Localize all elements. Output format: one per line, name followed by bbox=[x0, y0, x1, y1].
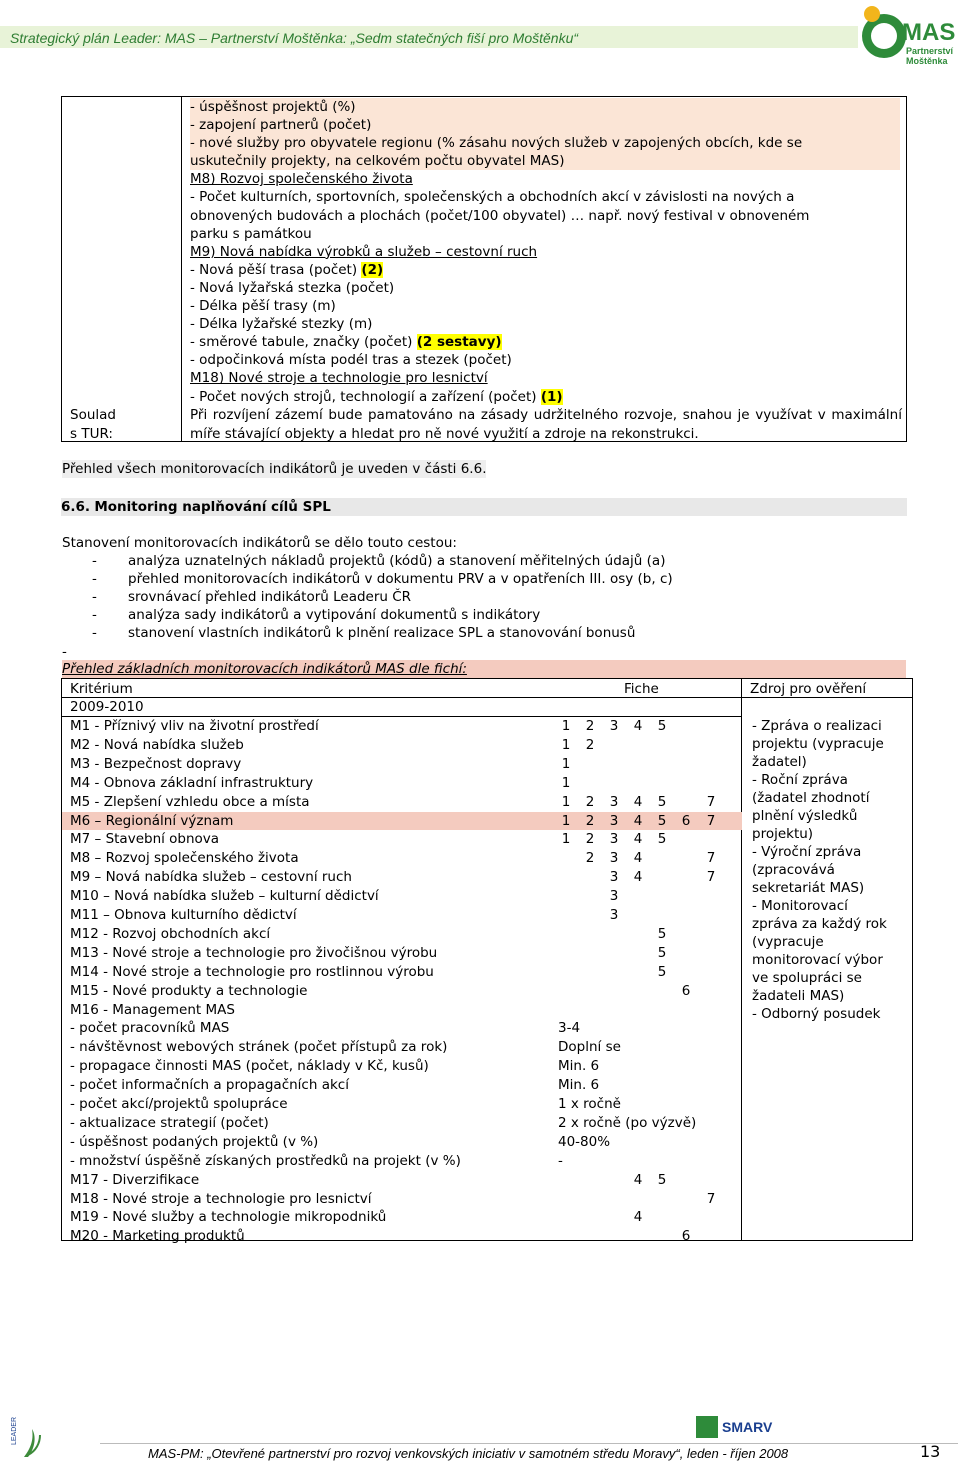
fiche-row-name: M2 - Nová nabídka služeb bbox=[70, 736, 244, 753]
fiche-table-row bbox=[62, 963, 742, 982]
bullet-item bbox=[92, 624, 635, 642]
fiche-table-title bbox=[62, 660, 906, 679]
logo-sub1: Partnerství bbox=[906, 46, 954, 56]
fiche-number: 4 bbox=[633, 718, 643, 734]
fiche-number: 7 bbox=[706, 1190, 716, 1207]
fiche-table-row bbox=[62, 1038, 742, 1057]
fiche-number: 5 bbox=[657, 925, 667, 942]
bullet-item bbox=[92, 570, 673, 588]
fiche-target-value: 2 x ročně (po výzvě) bbox=[558, 1114, 697, 1131]
fiche-number: 4 bbox=[633, 850, 643, 867]
fiche-number: 1 bbox=[561, 793, 571, 810]
col-fiche: Fiche bbox=[624, 681, 659, 697]
indicator-line: - nové služby pro obyvatele regionu (% zásahu nových služeb v zapojených obcích, kde se bbox=[190, 134, 900, 152]
fiche-row-name: M16 - Management MAS bbox=[70, 1001, 235, 1018]
fiche-row-name: M1 - Příznivý vliv na životní prostředí bbox=[70, 718, 319, 734]
indicator-line bbox=[190, 261, 900, 279]
fiche-number: 4 bbox=[633, 793, 643, 810]
source-line: - Odborný posudek bbox=[752, 1006, 881, 1022]
fiche-table-row bbox=[62, 1190, 742, 1209]
indicator-line-text: - Počet nových strojů, technologií a zařízení (počet) bbox=[190, 388, 541, 405]
fiche-number: 4 bbox=[633, 831, 643, 848]
fiche-number: 6 bbox=[681, 1228, 691, 1245]
tur-closing-text: Při rozvíjení zázemí bude pamatováno na zásady udržitelného rozvoje, snahou je využívat v maximální míře stávající objekty a hledat pro ně nové využití a zdroje na rekonstrukci. bbox=[190, 407, 902, 442]
soulad-label bbox=[70, 406, 116, 444]
fiche-number: 1 bbox=[561, 774, 571, 791]
fiche-number: 5 bbox=[657, 793, 667, 810]
fiche-number: 5 bbox=[657, 812, 667, 829]
indicator-line bbox=[190, 388, 900, 406]
fiche-table-row bbox=[62, 1208, 742, 1227]
indicator-line: - Délka lyžařské stezky (m) bbox=[190, 316, 373, 333]
logo-sub2: Moštěnka bbox=[906, 56, 948, 66]
indicator-line: - Počet kulturních, sportovních, společenských a obchodních akcí v závislosti na nových a bbox=[190, 189, 795, 206]
fiche-table-row bbox=[62, 1001, 742, 1020]
fiche-table-row bbox=[62, 793, 742, 812]
bullet-item bbox=[92, 588, 411, 606]
fiche-number: 6 bbox=[681, 982, 691, 999]
fiche-table-row bbox=[62, 1019, 742, 1038]
fiche-table-row bbox=[62, 1171, 742, 1190]
source-line: - Monitorovací bbox=[752, 898, 848, 914]
fiche-table-row bbox=[62, 1057, 742, 1076]
fiche-number: 3 bbox=[609, 888, 619, 905]
fiche-number: 2 bbox=[585, 718, 595, 734]
fiche-number: 4 bbox=[633, 869, 643, 886]
fiche-target-value: Min. 6 bbox=[558, 1077, 600, 1094]
fiche-number: 4 bbox=[633, 812, 643, 829]
fiche-number: 4 bbox=[633, 1209, 643, 1226]
fiche-row-name: M14 - Nové stroje a technologie pro rostlinnou výrobu bbox=[70, 963, 434, 980]
fiche-target-value: Min. 6 bbox=[558, 1058, 600, 1075]
source-line: projektu (vypracuje bbox=[752, 736, 884, 752]
fiche-table-row bbox=[62, 925, 742, 944]
fiche-number: 7 bbox=[706, 869, 716, 886]
fiche-number: 1 bbox=[561, 736, 571, 753]
fiche-table-row bbox=[62, 755, 742, 774]
fiche-number: 1 bbox=[561, 831, 571, 848]
indicator-highlight: (1) bbox=[540, 388, 563, 405]
fiche-row-name: M3 - Bezpečnost dopravy bbox=[70, 755, 242, 772]
tur-table-divider bbox=[181, 96, 182, 442]
fiche-number: 1 bbox=[561, 718, 571, 734]
leader-text: LEADER bbox=[11, 1416, 18, 1445]
fiche-number: 3 bbox=[609, 718, 619, 734]
source-line: žadatel) bbox=[752, 754, 807, 770]
fiche-row-name: M8 – Rozvoj společenského života bbox=[70, 850, 299, 867]
fiche-number: 3 bbox=[609, 907, 619, 923]
indicator-line: - úspěšnost projektů (%) bbox=[190, 98, 900, 116]
fiche-number: 5 bbox=[657, 718, 667, 734]
section-number: 6.6. bbox=[61, 499, 91, 515]
fiche-row-name: M17 - Diverzifikace bbox=[70, 1171, 200, 1188]
fiche-number: 7 bbox=[706, 850, 716, 867]
fiche-row-name: - aktualizace strategií (počet) bbox=[70, 1114, 269, 1131]
fiche-table-row bbox=[62, 774, 742, 793]
fiche-number: 2 bbox=[585, 831, 595, 848]
fiche-row-name: M10 – Nová nabídka služeb – kulturní dědictví bbox=[70, 888, 379, 905]
source-line: projektu) bbox=[752, 826, 814, 842]
stray-dash: - bbox=[62, 644, 67, 660]
fiche-row-name: - počet akcí/projektů spolupráce bbox=[70, 1096, 288, 1112]
bullet-text: analýza uznatelných nákladů projektů (kódů) a stanovení měřitelných údajů (a) bbox=[128, 553, 666, 569]
indicator-line: - Nová lyžařská stezka (počet) bbox=[190, 279, 395, 296]
indicator-line-text: - směrové tabule, značky (počet) bbox=[190, 334, 417, 351]
bullet-text: přehled monitorovacích indikátorů v dokumentu PRV a v opatřeních III. osy (b, c) bbox=[128, 571, 673, 587]
indicator-line-text: - Nová pěší trasa (počet) bbox=[190, 261, 362, 278]
fiche-table-row bbox=[62, 982, 742, 1001]
bullet-dash: - bbox=[92, 625, 97, 641]
fiche-number: 7 bbox=[706, 793, 716, 810]
source-line: - Roční zpráva bbox=[752, 772, 848, 788]
fiche-row-name: - počet informačních a propagačních akcí bbox=[70, 1077, 349, 1094]
fiche-table-row bbox=[62, 887, 742, 906]
fiche-number: 2 bbox=[585, 812, 595, 829]
col-source: Zdroj pro ověření bbox=[750, 681, 867, 697]
source-line: zpráva za každý rok bbox=[752, 916, 887, 932]
fiche-table-row bbox=[62, 1152, 742, 1171]
fiche-row-name: - úspěšnost podaných projektů (v %) bbox=[70, 1133, 319, 1150]
document-header-title: Strategický plán Leader: MAS – Partnerství Moštěnka: „Sedm statečných fiší pro Moštěnku“ bbox=[10, 30, 579, 46]
indicator-line: obnovených budovách a plochách (počet/100 obyvatel) … např. nový festival v obnoveném bbox=[190, 207, 810, 224]
fiche-row-name: M7 – Stavební obnova bbox=[70, 831, 220, 848]
soulad-label-line2: s TUR: bbox=[70, 426, 113, 442]
fiche-row-name: M9 – Nová nabídka služeb – cestovní ruch bbox=[70, 869, 352, 886]
fiche-row-name: - množství úspěšně získaných prostředků na projekt (v %) bbox=[70, 1152, 461, 1169]
fiche-table-row bbox=[62, 736, 742, 755]
footer-text: MAS-PM: „Otevřené partnerství pro rozvoj venkovských iniciativ v samotném středu Moravy“, leden - říjen 2008 bbox=[148, 1446, 789, 1461]
indicator-line: uskutečnily projekty, na celkovém počtu obyvatel MAS) bbox=[190, 152, 900, 170]
mas-logo bbox=[856, 0, 960, 78]
fiche-row-name: - počet pracovníků MAS bbox=[70, 1020, 230, 1037]
page-number: 13 bbox=[920, 1442, 941, 1461]
source-line: (vypracuje bbox=[752, 934, 824, 950]
fiche-table-row bbox=[62, 868, 742, 887]
footer-line bbox=[100, 1443, 958, 1444]
source-line: (žadatel zhodnotí bbox=[752, 790, 870, 806]
fiche-row-name: M15 - Nové produkty a technologie bbox=[70, 982, 308, 999]
fiche-number: 5 bbox=[657, 963, 667, 980]
source-line: - Zpráva o realizaci bbox=[752, 718, 882, 734]
fiche-target-value: 40-80% bbox=[558, 1133, 611, 1150]
indicator-highlight: (2) bbox=[361, 261, 384, 278]
fiche-row-name: - návštěvnost webových stránek (počet přístupů za rok) bbox=[70, 1039, 448, 1056]
fiche-number: 2 bbox=[585, 850, 595, 867]
smarv-text: SMARV bbox=[722, 1419, 773, 1435]
overview-text: Přehled všech monitorovacích indikátorů je uveden v části 6.6. bbox=[62, 461, 487, 477]
soulad-label-line1: Soulad bbox=[70, 407, 116, 423]
source-line: plnění výsledků bbox=[752, 808, 858, 824]
fiche-row-name: M13 - Nové stroje a technologie pro živočišnou výrobu bbox=[70, 944, 438, 961]
bullet-dash: - bbox=[92, 607, 97, 623]
fiche-number: 2 bbox=[585, 736, 595, 753]
fiche-table-row bbox=[62, 717, 742, 736]
intro-text: Stanovení monitorovacích indikátorů se dělo touto cestou: bbox=[62, 535, 457, 551]
bullet-dash: - bbox=[92, 589, 97, 605]
fiche-number: 4 bbox=[633, 1171, 643, 1188]
leader-logo bbox=[10, 1405, 42, 1465]
fiche-table-row bbox=[62, 1227, 742, 1246]
fiche-number: 1 bbox=[561, 755, 571, 772]
indicator-highlight: (2 sestavy) bbox=[416, 334, 502, 351]
indicator-heading-text: M8) Rozvoj společenského života bbox=[190, 171, 413, 188]
indicator-line: - odpočinková místa podél tras a stezek (počet) bbox=[190, 352, 512, 369]
smarv-logo bbox=[696, 1410, 773, 1450]
col-criterion: Kritérium bbox=[70, 681, 133, 697]
fiche-row-name: M18 - Nové stroje a technologie pro lesnictví bbox=[70, 1190, 372, 1207]
indicator-line: - zapojení partnerů (počet) bbox=[190, 116, 900, 134]
fiche-table-row bbox=[62, 1076, 742, 1095]
bullet-text: srovnávací přehled indikátorů Leaderu ČR bbox=[128, 589, 412, 605]
fiche-row-name: M4 - Obnova základní infrastruktury bbox=[70, 774, 314, 791]
fiche-target-value: - bbox=[558, 1152, 563, 1169]
fiche-row-name: M11 – Obnova kulturního dědictví bbox=[70, 907, 297, 923]
fiche-row-name: M20 - Marketing produktů bbox=[70, 1228, 245, 1245]
source-line: monitorovací výbor bbox=[752, 952, 883, 968]
fiche-number: 3 bbox=[609, 831, 619, 848]
indicator-heading bbox=[190, 369, 900, 387]
fiche-number: 1 bbox=[561, 812, 571, 829]
source-column bbox=[752, 717, 912, 1023]
fiche-table-row bbox=[62, 1114, 742, 1133]
fiche-number: 3 bbox=[609, 793, 619, 810]
indicator-line: - Délka pěší trasy (m) bbox=[190, 298, 336, 315]
logo-text: MAS bbox=[902, 19, 956, 46]
fiche-number: 5 bbox=[657, 831, 667, 848]
bullet-dash: - bbox=[92, 571, 97, 587]
fiche-number: 6 bbox=[681, 812, 691, 829]
fiche-number: 3 bbox=[609, 812, 619, 829]
fiche-number: 2 bbox=[585, 793, 595, 810]
section-heading bbox=[61, 498, 907, 516]
indicator-heading-text: M9) Nová nabídka výrobků a služeb – cestovní ruch bbox=[190, 243, 538, 260]
fiche-row-name: - propagace činnosti MAS (počet, náklady v Kč, kusů) bbox=[70, 1058, 429, 1075]
indicator-heading bbox=[190, 170, 900, 188]
indicator-heading-text: M18) Nové stroje a technologie pro lesnictví bbox=[190, 370, 488, 387]
source-line: žadateli MAS) bbox=[752, 988, 845, 1004]
source-line: (zpracovává bbox=[752, 862, 835, 878]
bullet-text: stanovení vlastních indikátorů k plnění realizace SPL a stanovování bonusů bbox=[128, 625, 636, 641]
fiche-number: 7 bbox=[706, 812, 716, 829]
fiche-row-name: M6 – Regionální význam bbox=[70, 812, 234, 829]
bullet-text: analýza sady indikátorů a vytipování dokumentů s indikátory bbox=[128, 607, 541, 623]
fiche-target-value: 3-4 bbox=[558, 1020, 581, 1037]
fiche-table-row bbox=[62, 812, 742, 831]
fiche-number: 3 bbox=[609, 850, 619, 867]
indicator-heading bbox=[190, 243, 900, 261]
fiche-table-row bbox=[62, 944, 742, 963]
section-title: Monitoring naplňování cílů SPL bbox=[94, 499, 331, 515]
source-line: ve spolupráci se bbox=[752, 970, 862, 986]
fiche-table-row bbox=[62, 1133, 742, 1152]
fiche-number: 3 bbox=[609, 869, 619, 886]
fiche-number: 5 bbox=[657, 1171, 667, 1188]
period-label: 2009-2010 bbox=[70, 699, 144, 715]
indicator-line bbox=[190, 333, 900, 351]
fiche-row-name: M5 - Zlepšení vzhledu obce a místa bbox=[70, 793, 310, 810]
fiche-target-value: Doplní se bbox=[558, 1039, 621, 1056]
fiche-table-row bbox=[62, 906, 742, 925]
fiche-number: 5 bbox=[657, 944, 667, 961]
fiche-table-title-text: Přehled základních monitorovacích indikátorů MAS dle fichí: bbox=[62, 661, 467, 677]
fiche-row-name: M12 - Rozvoj obchodních akcí bbox=[70, 925, 271, 942]
bullet-item bbox=[92, 606, 540, 624]
source-line: - Výroční zpráva bbox=[752, 844, 862, 860]
bullet-dash: - bbox=[92, 553, 97, 569]
indicator-line: parku s památkou bbox=[190, 225, 312, 242]
indicator-list bbox=[190, 98, 900, 406]
fiche-table-row bbox=[62, 849, 742, 868]
fiche-table-row bbox=[62, 1095, 742, 1114]
bullet-item bbox=[92, 552, 665, 570]
fiche-row-name: M19 - Nové služby a technologie mikropodniků bbox=[70, 1209, 387, 1226]
source-line: sekretariát MAS) bbox=[752, 880, 865, 896]
fiche-table-row bbox=[62, 830, 742, 849]
fiche-target-value: 1 x ročně bbox=[558, 1096, 621, 1112]
